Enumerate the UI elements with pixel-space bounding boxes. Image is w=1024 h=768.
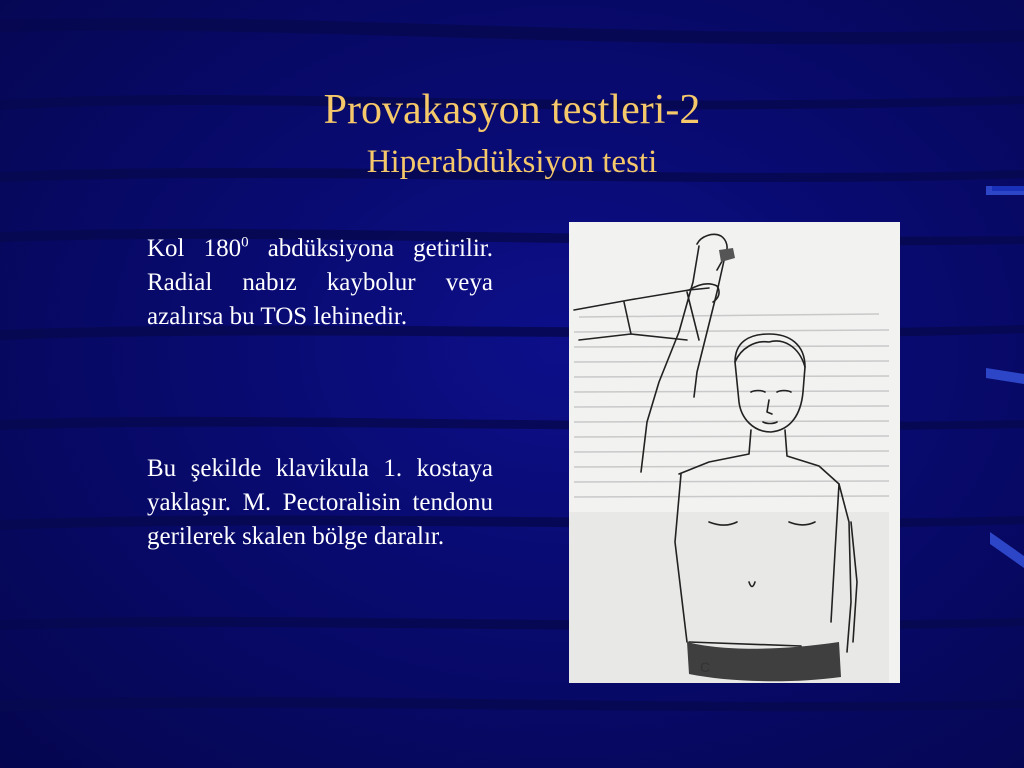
- paragraph-abduction: [147, 232, 493, 334]
- figure-label: C: [700, 659, 711, 675]
- paragraph-rest: abdüksiyona getirilir. Radial nabız kaybolur veya azalırsa bu TOS lehinedir.: [147, 235, 493, 330]
- slide-subtitle: Hiperabdüksiyon testi: [366, 144, 658, 180]
- slide-title: Provakasyon testleri-2: [323, 87, 701, 133]
- paragraph-clavicle: Bu şekilde klavikula 1. kostaya yaklaşır. M. Pectoralisin tendonu gerilerek skalen bölge daralır.: [147, 455, 493, 550]
- degree-superscript: 0: [241, 234, 249, 251]
- right-accent-mark: [990, 532, 1024, 568]
- right-accent-mark: [992, 186, 1024, 191]
- hyperabduction-illustration: [569, 222, 900, 683]
- paragraph-lead: Kol 180: [147, 235, 242, 262]
- right-accent-mark: [986, 368, 1024, 384]
- figure-drawing: [569, 222, 900, 683]
